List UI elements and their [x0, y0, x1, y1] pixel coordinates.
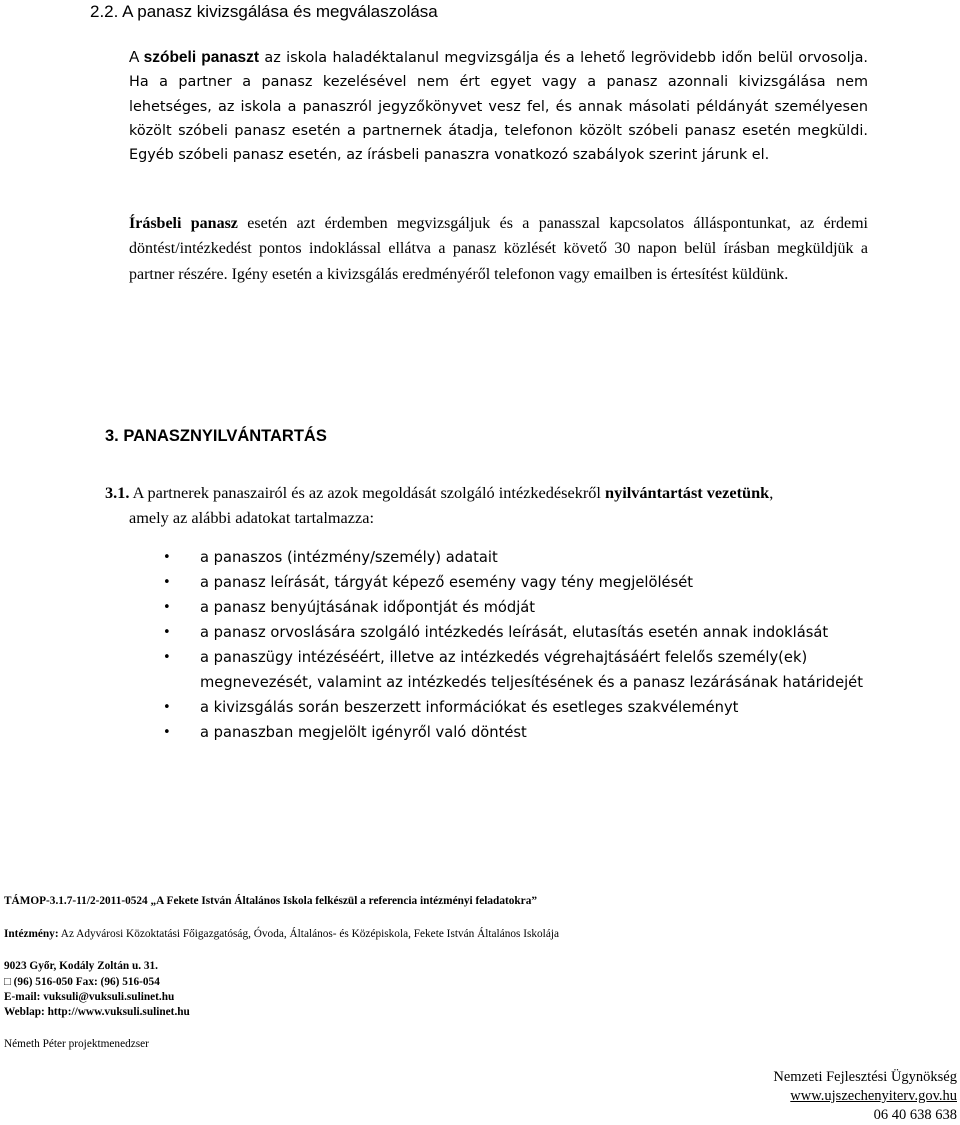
footer-phone [4, 976, 160, 988]
list-item-text: a panaszügy intézéséért, illetve az intézkedés végrehajtásáért felelős személy(ek) [200, 649, 808, 666]
list-item-continuation: megnevezését, valamint az intézkedés teljesítésének és a panasz lezárásának határidejét [200, 674, 863, 691]
para1-text: az iskola haladéktalanul megvizsgálja és a lehető legrövidebb időn belül orvosolja. Ha a partner a panasz kezelésével nem ért egyet vagy a panasz azonnali kivizsgálása nem lehetséges, az iskola a panaszról jegyzőkönyvet vesz fel, és annak másolati példányát személyesen közölt szóbeli panasz esetén a partnernek átadja, telefonon közölt szóbeli panasz esetén megküldi. Egyéb szóbeli panasz esetén, az írásbeli panaszra vonatkozó szabályok szerint járunk el. [129, 50, 868, 164]
phone-icon: □ [4, 976, 11, 988]
p31-number: 3.1. [105, 483, 130, 502]
p31-text: A partnerek panaszairól és az azok megoldását szolgáló intézkedésekről [129, 483, 606, 502]
agency-phone: 06 40 638 638 [873, 1107, 957, 1123]
paragraph-3-1 [105, 480, 865, 530]
list-item [163, 645, 883, 695]
bullet-icon: • [163, 725, 171, 740]
footer-email: E-mail: vuksuli@vuksuli.sulinet.hu [4, 991, 175, 1003]
para1-bold-term: szóbeli panaszt [143, 49, 259, 66]
agency-name: Nemzeti Fejlesztési Ügynökség [773, 1069, 957, 1085]
footer-manager: Németh Péter projektmenedzser [4, 1038, 149, 1050]
bullet-icon: • [163, 600, 171, 615]
bullet-icon: • [163, 625, 171, 640]
bullet-icon: • [163, 650, 171, 665]
footer-institution [4, 928, 559, 940]
p31-comma: , [769, 483, 774, 502]
bullet-icon: • [163, 550, 171, 565]
footer-website: Weblap: http://www.vuksuli.sulinet.hu [4, 1006, 190, 1018]
institution-value: Az Adyvárosi Közoktatási Főigazgatóság, Óvoda, Általános- és Középiskola, Fekete István Általános Iskolája [58, 928, 559, 940]
written-complaint-paragraph [129, 211, 868, 287]
footer-address: 9023 Győr, Kodály Zoltán u. 31. [4, 960, 158, 972]
list-item-text: a panaszos (intézmény/személy) adatait [200, 549, 498, 566]
list-item [163, 545, 883, 570]
footer-project-title: TÁMOP-3.1.7-11/2-2011-0524 „A Fekete István Általános Iskola felkészül a referencia intézményi feladatokra” [4, 895, 537, 907]
para2-text: esetén azt érdemben megvizsgáljuk és a panasszal kapcsolatos álláspontunkat, az érdemi döntést/intézkedést pontos indoklással ellátva a panasz közlését követő 30 napon belül írásban megküldjük a partner részére. Igény esetén a kivizsgálás eredményéről telefonon vagy emailben is értesítést küldünk. [129, 215, 868, 283]
bullet-icon: • [163, 700, 171, 715]
section-3-heading: 3. PANASZNYILVÁNTARTÁS [105, 427, 327, 445]
list-item-text: a kivizsgálás során beszerzett információkat és esetleges szakvéleményt [200, 699, 739, 716]
bullet-icon: • [163, 575, 171, 590]
para1-prefix: A [129, 49, 144, 66]
list-item [163, 695, 883, 720]
section-heading: 2.2. A panasz kivizsgálása és megválaszolása [90, 2, 438, 21]
oral-complaint-paragraph [129, 46, 868, 167]
institution-label: Intézmény: [4, 928, 59, 940]
agency-link[interactable]: www.ujszechenyiterv.gov.hu [790, 1088, 957, 1104]
list-item [163, 620, 883, 645]
para2-bold-term: Írásbeli panasz [129, 215, 238, 232]
list-item-text: a panasz orvoslására szolgáló intézkedés leírását, elutasítás esetén annak indoklását [200, 624, 829, 641]
list-item [163, 720, 883, 745]
phone-text: (96) 516-050 Fax: (96) 516-054 [10, 976, 160, 988]
list-item [163, 570, 883, 595]
list-item-text: a panasz benyújtásának időpontját és módját [200, 599, 536, 616]
list-item [163, 595, 883, 620]
agency-block [773, 1068, 957, 1125]
register-data-list [163, 545, 883, 745]
list-item-text: a panasz leírását, tárgyát képező esemény vagy tény megjelölését [200, 574, 694, 591]
list-item-text: a panaszban megjelölt igényről való döntést [200, 724, 527, 741]
p31-line2: amely az alábbi adatokat tartalmazza: [129, 508, 374, 527]
p31-bold: nyilvántartást vezetünk [605, 483, 770, 502]
